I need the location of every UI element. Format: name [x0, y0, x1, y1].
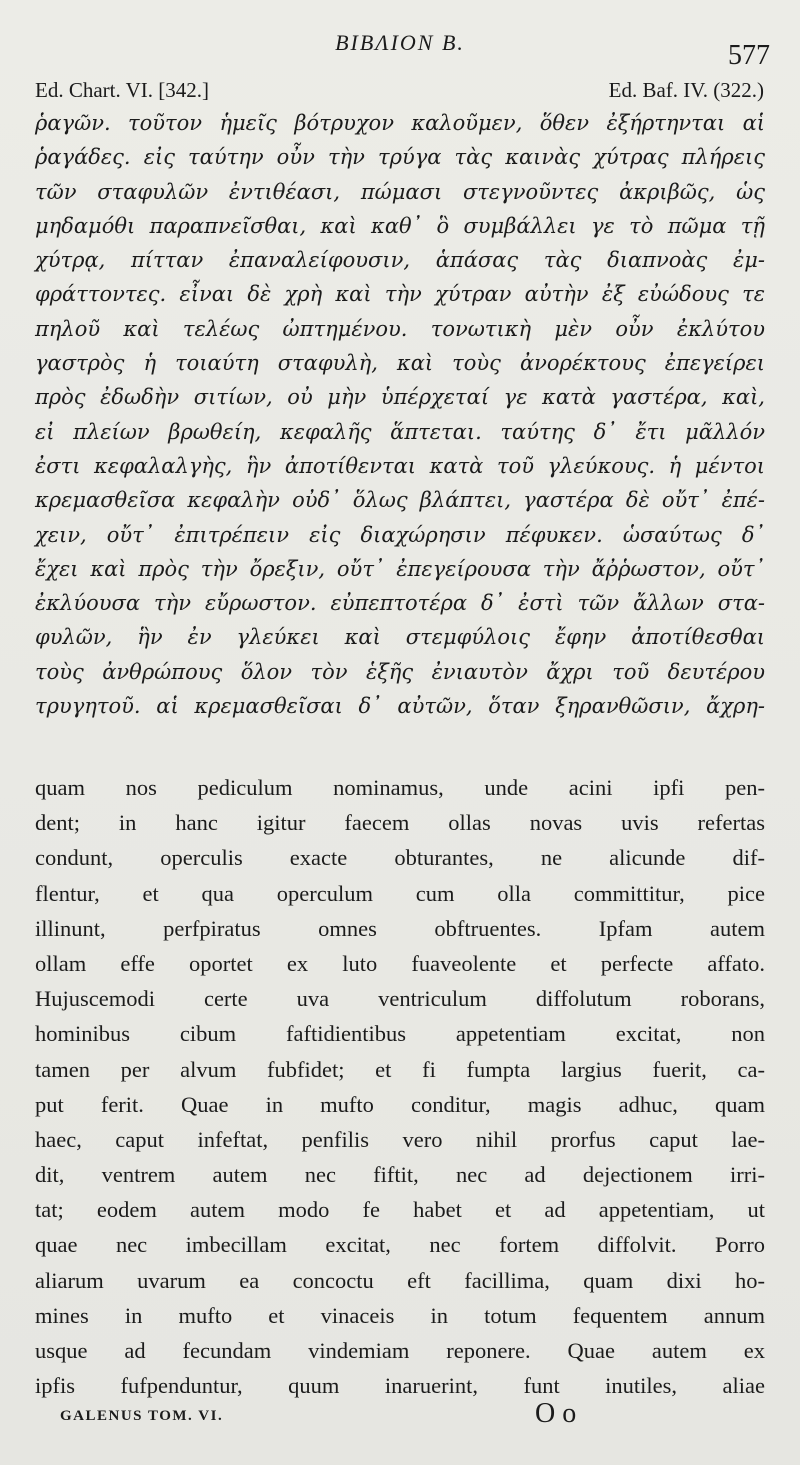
- latin-line: tamen per alvum fubfidet; et fi fumpta largius fuerit, ca-: [35, 1056, 765, 1082]
- greek-line: τρυγητοῦ. αἱ κρεμασθεῖσαι δ᾽ αὐτῶν, ὅταν ξηρανθῶσιν, ἄχρη-: [35, 694, 765, 719]
- greek-line: εἰ πλείων βρωθείη, κεφαλῆς ἅπτεται. ταύτης δ᾽ ἔτι μᾶλλόν: [35, 419, 765, 444]
- greek-line: φράττοντες. εἶναι δὲ χρὴ καὶ τὴν χύτραν αὐτὴν ἐξ εὐώδους τε: [35, 282, 765, 307]
- greek-line: τῶν σταφυλῶν ἐντιθέασι, πώμασι στεγνοῦντες ἀκριβῶς, ὡς: [35, 179, 765, 204]
- greek-line: φυλῶν, ἣν ἐν γλεύκει καὶ στεμφύλοις ἔφην ἀποτίθεσθαι: [35, 625, 765, 650]
- greek-line: ἐστι κεφαλαλγὴς, ἣν ἀποτίθενται κατὰ τοῦ γλεύκους. ἡ μέντοι: [35, 453, 765, 478]
- latin-line: flentur, et qua operculum cum olla committitur, pice: [35, 880, 765, 906]
- greek-line: πρὸς ἐδωδὴν σιτίων, οὐ μὴν ὑπέρχεταί γε κατὰ γαστέρα, καὶ,: [35, 385, 765, 410]
- latin-line: usque ad fecundam vindemiam reponere. Quae autem ex: [35, 1338, 765, 1363]
- greek-line: χειν, οὔτ᾽ ἐπιτρέπειν εἰς διαχώρησιν πέφυκεν. ὡσαύτως δ᾽: [35, 522, 765, 547]
- latin-line: mines in mufto et vinaceis in totum fequentem annum: [35, 1302, 765, 1328]
- signature-mark: O o: [535, 1398, 577, 1429]
- latin-line: dent; in hanc igitur faecem ollas novas uvis refertas: [35, 810, 765, 836]
- latin-line: aliarum uvarum ea concoctu eft facillima, quam dixi ho-: [35, 1267, 765, 1293]
- greek-line: κρεμασθεῖσα κεφαλὴν οὐδ᾽ ὅλως βλάπτει, γαστέρα δὲ οὔτ᾽ ἐπέ-: [35, 488, 765, 513]
- latin-line: hominibus cibum faftidientibus appetentiam excitat, non: [35, 1021, 765, 1047]
- latin-text-block: [35, 770, 765, 1403]
- greek-line: πηλοῦ καὶ τελέως ὠπτημένου. τονωτικὴ μὲν οὖν ἐκλύτου: [35, 316, 765, 341]
- latin-line: Hujuscemodi certe uva ventriculum diffolutum roborans,: [35, 986, 765, 1012]
- latin-line: dit, ventrem autem nec fiftit, nec ad dejectionem irri-: [35, 1162, 765, 1188]
- edition-reference-right: Ed. Baf. IV. (322.): [608, 78, 764, 102]
- greek-line: ῥαγάδες. εἰς ταύτην οὖν τὴν τρύγα τὰς καινὰς χύτρας πλήρεις: [35, 145, 765, 170]
- running-title: BIBΛΙΟΝ B.: [335, 30, 465, 55]
- greek-line: γαστρὸς ἡ τοιαύτη σταφυλὴ, καὶ τοὺς ἀνορέκτους ἐπεγείρει: [35, 351, 765, 376]
- latin-line: ipfis fufpenduntur, quum inaruerint, funt inutiles, aliae: [35, 1373, 765, 1399]
- greek-line: τοὺς ἀνθρώπους ὅλον τὸν ἑξῆς ἐνιαυτὸν ἄχρι τοῦ δευτέρου: [35, 659, 765, 684]
- footer-volume-label: GALENUS TOM. VI.: [60, 1408, 224, 1424]
- latin-line: put ferit. Quae in mufto conditur, magis adhuc, quam: [35, 1091, 765, 1117]
- latin-line: ollam effe oportet ex luto fuaveolente et perfecte affato.: [35, 950, 765, 976]
- edition-reference-left: Ed. Chart. VI. [342.]: [35, 78, 209, 102]
- greek-text-block: [35, 106, 765, 723]
- latin-line: condunt, operculis exacte obturantes, ne alicunde dif-: [35, 845, 765, 871]
- greek-line: ἐκλύουσα τὴν εὔρωστον. εὐπεπτοτέρα δ᾽ ἐστὶ τῶν ἄλλων στα-: [35, 591, 765, 616]
- greek-line: ἔχει καὶ πρὸς τὴν ὄρεξιν, οὔτ᾽ ἐπεγείρουσα τὴν ἄῤῥωστον, οὔτ᾽: [35, 556, 765, 581]
- greek-line: μηδαμόθι παραπνεῖσθαι, καὶ καθ᾽ ὃ συμβάλλει γε τὸ πῶμα τῇ: [35, 213, 765, 238]
- latin-line: quam nos pediculum nominamus, unde acini ipfi pen-: [35, 775, 765, 800]
- greek-line: ῥαγῶν. τοῦτον ἡμεῖς βότρυχον καλοῦμεν, ὅθεν ἐξήρτηνται αἱ: [35, 111, 765, 135]
- latin-line: quae nec imbecillam excitat, nec fortem diffolvit. Porro: [35, 1232, 765, 1258]
- latin-line: illinunt, perfpiratus omnes obftruentes. Ipfam autem: [35, 915, 765, 941]
- page-number: 577: [728, 40, 770, 71]
- greek-line: χύτρᾳ, πίτταν ἐπαναλείφουσιν, ἁπάσας τὰς διαπνοὰς ἐμ-: [35, 248, 765, 273]
- latin-line: haec, caput infeftat, penfilis vero nihil prorfus caput lae-: [35, 1126, 765, 1152]
- latin-line: tat; eodem autem modo fe habet et ad appetentiam, ut: [35, 1197, 765, 1223]
